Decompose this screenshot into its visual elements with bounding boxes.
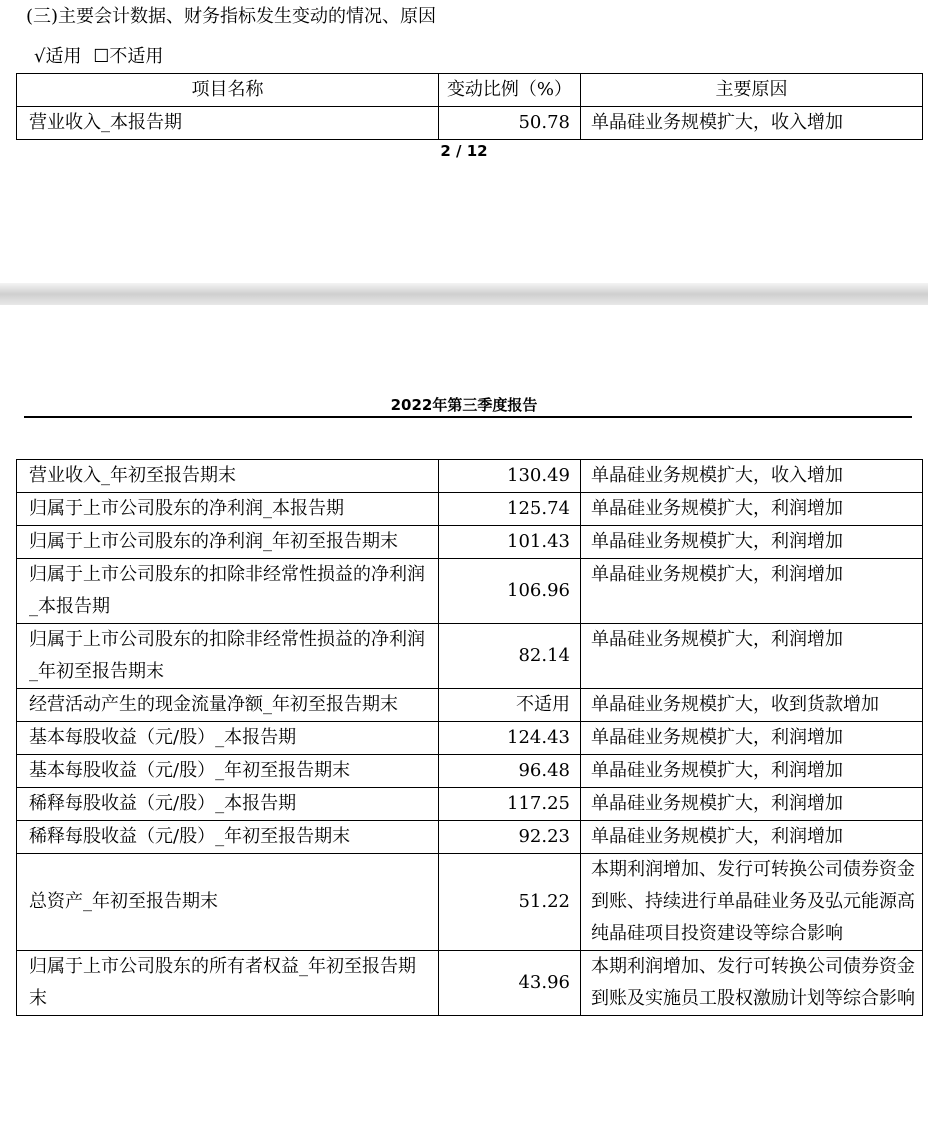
row-item-name: 营业收入_年初至报告期末 [17,460,439,493]
row-main-reason: 单晶硅业务规模扩大，利润增加 [581,755,923,788]
row-main-reason: 单晶硅业务规模扩大，利润增加 [581,493,923,526]
table-header-row [17,74,923,107]
table-row [17,722,923,755]
row-change-ratio: 不适用 [439,689,581,722]
row-main-reason: 本期利润增加、发行可转换公司债券资金到账、持续进行单晶硅业务及弘元能源高纯晶硅项目投资建设等综合影响 [581,854,923,951]
table-row [17,624,923,689]
row-change-ratio: 51.22 [439,854,581,951]
row-item-name: 总资产_年初至报告期末 [17,854,439,951]
row-main-reason: 单晶硅业务规模扩大，收入增加 [581,460,923,493]
row-change-ratio: 82.14 [439,624,581,689]
row-item-name: 营业收入_本报告期 [17,107,439,140]
page-number: 2 / 12 [440,142,488,160]
table-row [17,460,923,493]
changes-table-page3 [16,459,923,1016]
table-row [17,107,923,140]
table-row [17,951,923,1016]
header-rule [24,416,912,418]
header-main-reason: 主要原因 [581,74,923,107]
table-row [17,788,923,821]
row-item-name: 基本每股收益（元/股）_本报告期 [17,722,439,755]
row-item-name: 归属于上市公司股东的扣除非经常性损益的净利润_本报告期 [17,559,439,624]
table-row [17,821,923,854]
changes-table-page2 [16,73,923,140]
header-change-ratio: 变动比例（%） [439,74,581,107]
not-applicable-option[interactable]: ☐不适用 [93,46,164,67]
row-item-name: 稀释每股收益（元/股）_年初至报告期末 [17,821,439,854]
row-main-reason: 单晶硅业务规模扩大，利润增加 [581,624,923,689]
header-item-name: 项目名称 [17,74,439,107]
row-change-ratio: 92.23 [439,821,581,854]
row-item-name: 归属于上市公司股东的所有者权益_年初至报告期末 [17,951,439,1016]
row-main-reason: 单晶硅业务规模扩大，利润增加 [581,559,923,624]
row-main-reason: 单晶硅业务规模扩大，收入增加 [581,107,923,140]
row-main-reason: 单晶硅业务规模扩大，利润增加 [581,821,923,854]
row-item-name: 稀释每股收益（元/股）_本报告期 [17,788,439,821]
applicable-checked-option[interactable]: √适用 [34,46,82,67]
page-break-separator [0,283,928,305]
row-change-ratio: 50.78 [439,107,581,140]
row-main-reason: 单晶硅业务规模扩大，收到货款增加 [581,689,923,722]
table-row [17,493,923,526]
row-change-ratio: 125.74 [439,493,581,526]
row-item-name: 归属于上市公司股东的净利润_年初至报告期末 [17,526,439,559]
table-row [17,755,923,788]
row-main-reason: 本期利润增加、发行可转换公司债券资金到账及实施员工股权激励计划等综合影响 [581,951,923,1016]
row-item-name: 基本每股收益（元/股）_年初至报告期末 [17,755,439,788]
row-change-ratio: 124.43 [439,722,581,755]
applicability-options [34,44,169,70]
row-change-ratio: 43.96 [439,951,581,1016]
row-main-reason: 单晶硅业务规模扩大，利润增加 [581,722,923,755]
table-row [17,526,923,559]
table-row [17,689,923,722]
report-header-title: 2022年第三季度报告 [390,396,538,414]
section-title: (三)主要会计数据、财务指标发生变动的情况、原因 [26,6,437,27]
row-main-reason: 单晶硅业务规模扩大，利润增加 [581,526,923,559]
row-change-ratio: 96.48 [439,755,581,788]
row-change-ratio: 130.49 [439,460,581,493]
row-main-reason: 单晶硅业务规模扩大，利润增加 [581,788,923,821]
row-change-ratio: 106.96 [439,559,581,624]
row-change-ratio: 101.43 [439,526,581,559]
row-item-name: 归属于上市公司股东的扣除非经常性损益的净利润_年初至报告期末 [17,624,439,689]
row-item-name: 归属于上市公司股东的净利润_本报告期 [17,493,439,526]
table-row [17,854,923,951]
row-item-name: 经营活动产生的现金流量净额_年初至报告期末 [17,689,439,722]
table-row [17,559,923,624]
row-change-ratio: 117.25 [439,788,581,821]
